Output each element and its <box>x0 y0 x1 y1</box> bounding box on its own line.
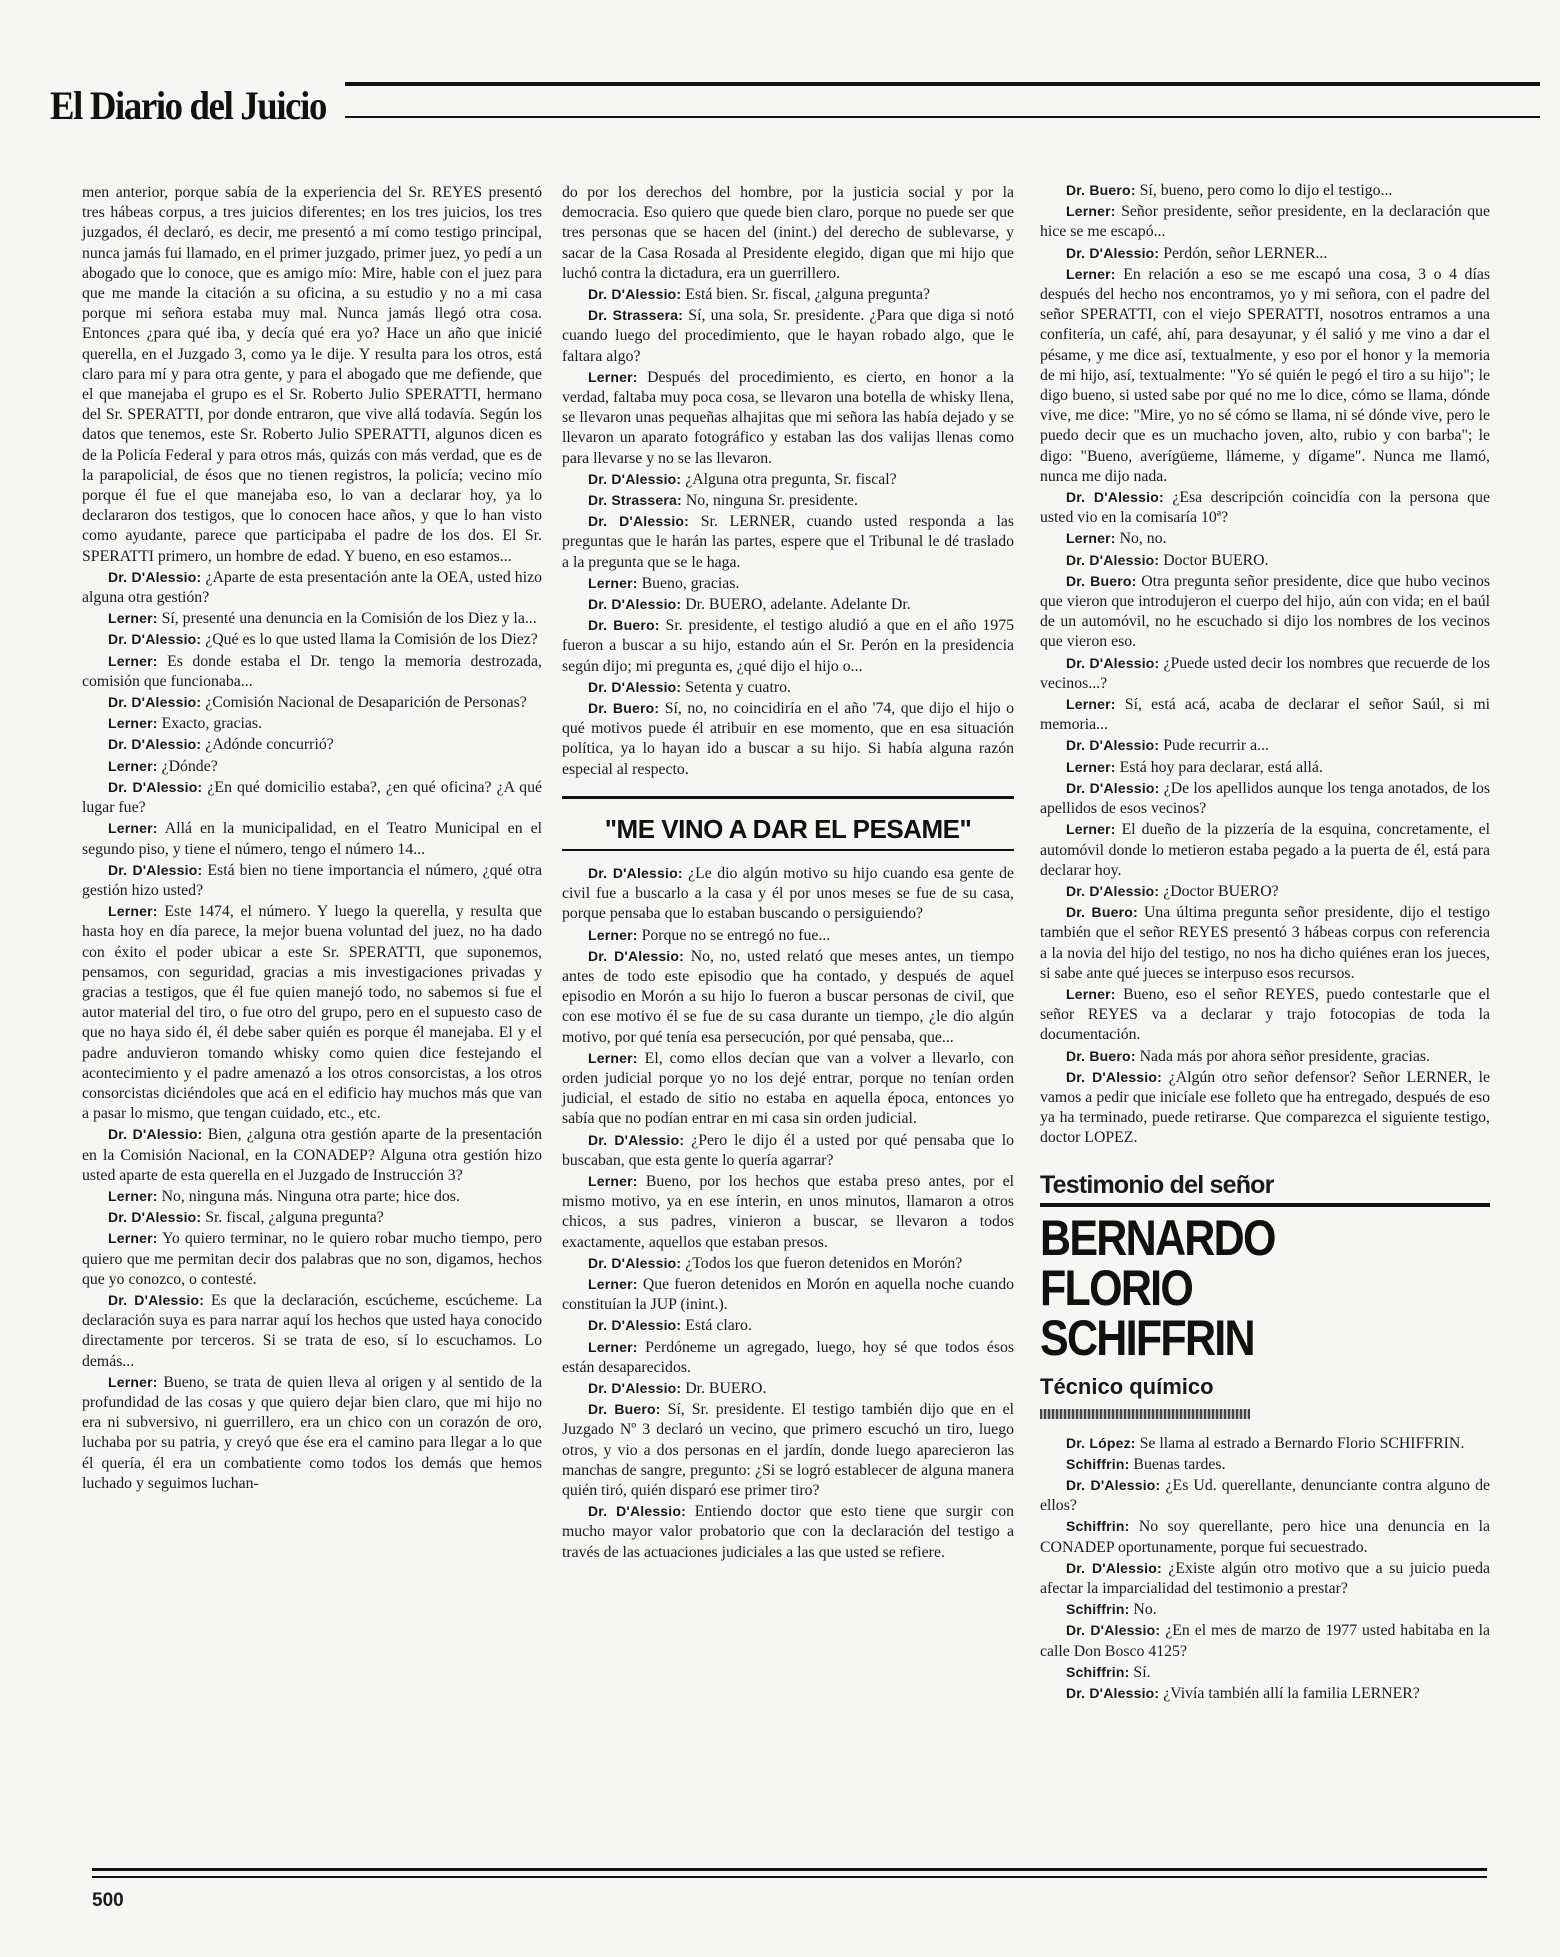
speaker-label: Dr. D'Alessio: <box>108 1291 205 1308</box>
transcript-paragraph <box>562 1253 1014 1274</box>
speech-text: Que fueron detenidos en Morón en aquella noche cuando constituían la JUP (inint.). <box>562 1275 1014 1314</box>
speaker-label: Lerner: <box>588 926 638 943</box>
speaker-label: Dr. Strassera: <box>588 492 682 509</box>
transcript-paragraph <box>1040 1662 1490 1683</box>
speaker-label: Dr. D'Alessio: <box>1066 244 1160 261</box>
speaker-label: Schiffrin: <box>1066 1601 1130 1618</box>
speaker-label: Dr. López: <box>1066 1434 1136 1451</box>
speech-text: Bueno, eso el señor REYES, puedo contestarle que el señor REYES va a declarar y trajo fotocopias de toda la documentación. <box>1040 985 1491 1044</box>
transcript-paragraph <box>1040 819 1490 881</box>
speech-text: Bueno, se trata de quien lleva al origen y al sentido de la profundidad de las cosas y que quiero dejar bien claro, que mi hijo no era ni subversivo, ni guerrillero, era un chico con un corazón de oro, luchaba por su patria, y creyó que ése era el camino para llegar a lo que él quería, él era un combatiente como todos los demás que hemos luchado y seguimos luchan- <box>82 1373 542 1492</box>
speech-text: Sr. LERNER, cuando usted responda a las preguntas que le harán las partes, espere que el Tribunal le dé traslado a la pregunta que se le haga. <box>562 513 1014 571</box>
transcript-paragraph <box>562 284 1014 305</box>
speech-text: ¿Dónde? <box>161 757 218 775</box>
speaker-label: Lerner: <box>588 574 638 591</box>
speaker-label: Dr. D'Alessio: <box>1066 489 1164 506</box>
speech-text: Allá en la municipalidad, en el Teatro Municipal en el segundo piso, y tiene el número, tengo el número 14... <box>82 820 542 858</box>
speaker-label: Dr. D'Alessio: <box>588 470 682 487</box>
speech-text: Dr. BUERO, adelante. Adelante Dr. <box>685 596 911 614</box>
speaker-label: Dr. D'Alessio: <box>588 286 682 303</box>
speaker-label: Lerner: <box>1066 530 1116 547</box>
speech-text: No, no, usted relató que meses antes, un tiempo antes de todo este episodio que ha contado, y después de aquel episodio en Morón a su hijo lo fueron a buscar personas de civil, que con ese motivo él se fue de su casa durante un tiempo, ¿le dio algún motivo, por qué tenía esa persecución, por qué pensaba, que... <box>562 947 1014 1046</box>
speaker-label: Dr. D'Alessio: <box>1066 1068 1162 1085</box>
speech-text: Está hoy para declarar, está allá. <box>1119 758 1323 776</box>
testimony-label: Testimonio del señor <box>1040 1170 1274 1199</box>
speaker-label: Dr. D'Alessio: <box>108 778 203 795</box>
column-3-bottom <box>1040 1433 1490 1705</box>
speech-text: Sí. <box>1133 1663 1151 1681</box>
speech-text: Buenas tardes. <box>1133 1455 1226 1473</box>
speech-text: Pude recurrir a... <box>1163 737 1269 755</box>
speech-text: Sí, no, no coincidiría en el año '74, que dijo el hijo o qué motivos puede él atribuir en ese momento, que en esa situación política, ya lo hayan ido a buscar a su hijo. Si había alguna razón especial al respecto. <box>562 700 1014 778</box>
transcript-paragraph <box>82 860 542 901</box>
speaker-label: Dr. Buero: <box>1066 182 1136 198</box>
transcript-paragraph <box>1040 1046 1490 1067</box>
speaker-label: Dr. D'Alessio: <box>1066 1476 1161 1493</box>
masthead-rule-bottom <box>345 116 1540 118</box>
speech-text: Está bien. Sr. fiscal, ¿alguna pregunta? <box>685 286 931 304</box>
speech-text: Está claro. <box>685 1317 752 1335</box>
transcript-paragraph <box>562 490 1014 511</box>
transcript-paragraph <box>1040 902 1490 984</box>
speaker-label: Dr. D'Alessio: <box>1066 882 1160 899</box>
speaker-label: Lerner: <box>108 820 158 837</box>
transcript-paragraph <box>562 1337 1014 1378</box>
transcript-paragraph <box>562 511 1014 573</box>
transcript-paragraph <box>1040 243 1490 264</box>
speech-text: Doctor BUERO. <box>1163 551 1269 569</box>
speaker-label: Lerner: <box>108 757 158 774</box>
speech-text: Nada más por ahora señor presidente, gracias. <box>1139 1047 1431 1065</box>
speech-text: Bueno, por los hechos que estaba preso antes, por el mismo motivo, ya en ese ínterin, en unos minutos, llamaron a otros chicos, a sus padres, vinieron a buscar, se llevaron a todos exactamente, aquellos que estaban presos. <box>562 1172 1014 1251</box>
transcript-paragraph <box>82 901 542 1124</box>
speech-text: Perdón, señor LERNER... <box>1163 244 1328 262</box>
transcript-paragraph <box>1040 1516 1490 1557</box>
transcript-paragraph <box>1040 1475 1490 1516</box>
speech-text: ¿Comisión Nacional de Desaparición de Personas? <box>205 694 527 712</box>
speaker-label: Lerner: <box>1066 758 1116 775</box>
masthead-rule-top <box>345 82 1540 86</box>
speech-text: ¿De los apellidos aunque los tenga anotados, de los apellidos de esos vecinos? <box>1040 779 1490 818</box>
speaker-label: Schiffrin: <box>1066 1663 1130 1680</box>
speaker-label: Dr. Strassera: <box>588 307 684 324</box>
speech-text: Señor presidente, señor presidente, en la declaración que hice se me escapó... <box>1040 203 1491 241</box>
speaker-label: Lerner: <box>108 1230 158 1247</box>
speaker-label: Dr. D'Alessio: <box>588 1379 682 1396</box>
speech-text: Sí, bueno, pero como lo dijo el testigo... <box>1139 182 1393 199</box>
speech-text: Exacto, gracias. <box>161 715 263 733</box>
speaker-label: Lerner: <box>1066 821 1116 838</box>
transcript-paragraph <box>82 1186 542 1207</box>
transcript-paragraph <box>1040 1558 1490 1599</box>
transcript-paragraph <box>82 183 542 567</box>
speaker-label: Dr. D'Alessio: <box>1066 779 1160 796</box>
speaker-label: Dr. D'Alessio: <box>588 1131 685 1148</box>
speech-text: En relación a eso se me escapó una cosa, 3 o 4 días después del hecho nos encontramos, yo y mi señora, con el padre del señor SPERATTI, con el viejo SPERATTI, nosotros entramos a una confitería, un café, ahí, para desayunar, y él salió y me vino a dar el pésame, y me dice así, textualmente, y eso por el honor y la memoria de mi hijo, así, textualmente: "Yo sé quién le pegó el tiro a su hijo"; le digo bueno, si usted sabe por qué no me lo dice, cómo se llama, dónde vive, me dice: "Mire, yo no sé cómo se llama, ni sé dónde vive, pero le puedo decir que es un muchacho joven, alto, rubio y con barba"; le digo: "Bueno, averígüeme, llámeme, y dígame". Nunca me llamó, nunca me dijo nada. <box>1040 265 1490 485</box>
speaker-label: Dr. Buero: <box>588 700 660 717</box>
speaker-label: Dr. D'Alessio: <box>1066 654 1160 671</box>
transcript-paragraph <box>82 608 542 629</box>
transcript-paragraph <box>562 615 1014 677</box>
transcript-paragraph <box>82 777 542 818</box>
transcript-paragraph <box>82 1124 542 1186</box>
speech-text: ¿Existe algún otro motivo que a su juicio pueda afectar la imparcialidad del testimonio a prestar? <box>1040 1559 1490 1597</box>
speaker-label: Dr. D'Alessio: <box>108 736 202 753</box>
speaker-label: Dr. Buero: <box>1066 572 1137 589</box>
testimony-name-line-2: SCHIFFRIN <box>1040 1309 1254 1366</box>
column-3 <box>1040 180 1490 1704</box>
transcript-paragraph <box>562 1048 1014 1130</box>
speech-text: Setenta y cuatro. <box>685 678 791 696</box>
speaker-label: Dr. D'Alessio: <box>108 694 202 711</box>
speaker-label: Lerner: <box>108 610 158 627</box>
speech-text: Es donde estaba el Dr. tengo la memoria destrozada, comisión que funcionaba... <box>82 652 542 690</box>
transcript-paragraph <box>1040 550 1490 571</box>
speaker-label: Lerner: <box>588 1275 638 1292</box>
transcript-paragraph <box>1040 653 1490 694</box>
column-2-top <box>562 183 1014 780</box>
column-3-top <box>1040 180 1490 1149</box>
transcript-paragraph <box>82 1290 542 1372</box>
speaker-label: Lerner: <box>588 368 638 385</box>
speaker-label: Dr. D'Alessio: <box>588 1317 682 1334</box>
transcript-paragraph <box>1040 1067 1490 1149</box>
speech-text: ¿Alguna otra pregunta, Sr. fiscal? <box>685 470 897 488</box>
transcript-paragraph <box>82 629 542 650</box>
transcript-paragraph <box>1040 264 1490 487</box>
speech-text: Otra pregunta señor presidente, dice que hubo vecinos que vieron que introdujeron el cuerpo del hijo, aún con vida; en el baúl de un automóvil, no he escuchado si dijo los nombres de los vecinos que vieron eso. <box>1040 572 1490 651</box>
transcript-paragraph <box>82 713 542 734</box>
speaker-label: Lerner: <box>1066 985 1116 1002</box>
transcript-paragraph <box>1040 778 1490 819</box>
column-1 <box>82 183 542 1494</box>
transcript-paragraph <box>82 1228 542 1290</box>
speaker-label: Dr. D'Alessio: <box>588 947 685 964</box>
speech-text: No, ninguna Sr. presidente. <box>685 492 858 510</box>
speech-text: ¿Todos los que fueron detenidos en Morón? <box>685 1254 963 1272</box>
speaker-label: Lerner: <box>108 715 158 732</box>
speech-text: ¿Doctor BUERO? <box>1163 882 1279 900</box>
speech-text: ¿Le dio algún motivo su hijo cuando esa gente de civil fue a buscarlo a la casa y él por unos meses se fue de su casa, porque pensaba que lo estaban buscando o persiguiendo? <box>562 864 1014 923</box>
speech-text: ¿Vivía también allí la familia LERNER? <box>1163 1684 1420 1702</box>
speech-text: ¿Algún otro señor defensor? Señor LERNER, le vamos a pedir que inicíale ese folleto que ha entregado, después de eso ya ha terminado, puede retirarse. Que comparezca el siguiente testigo, doctor LOPEZ. <box>1040 1068 1490 1147</box>
speech-text: ¿Aparte de esta presentación ante la OEA, usted hizo alguna otra gestión? <box>82 568 542 607</box>
speaker-label: Dr. D'Alessio: <box>1066 737 1160 754</box>
transcript-paragraph <box>562 1274 1014 1315</box>
page-number: 500 <box>92 1890 124 1911</box>
masthead-title: El Diario del Juicio <box>50 83 326 128</box>
speech-text: No, no. <box>1119 530 1167 548</box>
speech-text: Yo quiero terminar, no le quiero robar mucho tiempo, pero quiero que me permitan decir dos palabras que no son, digamos, hechos que yo conozco, o contesté. <box>82 1230 542 1288</box>
speech-text: ¿Es Ud. querellante, denunciante contra alguno de ellos? <box>1040 1476 1490 1515</box>
transcript-paragraph <box>562 1130 1014 1171</box>
transcript-paragraph <box>562 1399 1014 1501</box>
speech-text: ¿Esa descripción coincidía con la persona que usted vio en la comisaría 10ª? <box>1040 489 1490 527</box>
speaker-label: Dr. D'Alessio: <box>588 596 682 613</box>
speaker-label: Lerner: <box>588 1172 638 1189</box>
speaker-label: Lerner: <box>1066 696 1116 713</box>
section-heading: "ME VINO A DAR EL PESAME" <box>562 809 1014 851</box>
transcript-paragraph <box>1040 735 1490 756</box>
transcript-paragraph <box>82 1372 542 1494</box>
transcript-paragraph <box>562 183 1014 284</box>
speaker-label: Lerner: <box>108 652 158 669</box>
speaker-label: Lerner: <box>1066 265 1116 282</box>
speech-text: Bien, ¿alguna otra gestión aparte de la presentación en la Comisión Nacional, en la CONADEP? Alguna otra gestión hizo usted aparte de esta querella en el Juzgado de Instrucción 3? <box>82 1126 542 1184</box>
column-2 <box>562 183 1014 1563</box>
speech-text: Porque no se entregó no fue... <box>641 926 831 944</box>
transcript-paragraph <box>1040 694 1490 735</box>
speech-text: Una última pregunta señor presidente, dijo el testigo también que el señor REYES presentó 3 hábeas corpus con referencia a la novia del hijo del testigo, no nos ha dicho quiénes eran los jueces, si sabe ante qué jueces se interpuso esos recursos. <box>1040 904 1490 982</box>
transcript-paragraph <box>562 1315 1014 1336</box>
speaker-label: Dr. D'Alessio: <box>588 513 690 530</box>
speaker-label: Dr. Buero: <box>588 1401 661 1418</box>
section-heading-box <box>562 796 1014 851</box>
halftone-bar <box>1040 1409 1250 1419</box>
speaker-label: Lerner: <box>108 1187 158 1204</box>
speaker-label: Dr. D'Alessio: <box>588 1503 686 1520</box>
speech-text: Este 1474, el número. Y luego la querella, y resulta que hasta hoy en día parece, la mejor buena voluntad del juez, no ha dado con éxito el poder ubicar a este Sr. SPERATTI, que suponemos, pensamos, con seguridad, gracias a mis investigaciones privadas y gracias a testigos, que él fue quien manejó todo, no sabemos si fue el autor material del tiro, o fue otro del grupo, pero en el supuesto caso de que no haya sido él, él debe saber quién es porque él manejaba. El y el padre anduvieron tomando whisky como quien dice festejando el acontecimiento y el padre amenazó a los otros consorcistas, a los otros consorcistas diciéndoles que acá en el edificio hay muchos más que van a pasar lo mismo, que tengan cuidado, etc., etc. <box>82 903 543 1123</box>
transcript-paragraph <box>82 567 542 608</box>
speaker-label: Dr. Buero: <box>1066 1047 1136 1064</box>
footer-rule-thick <box>92 1868 1487 1871</box>
speech-text: Bueno, gracias. <box>641 574 740 592</box>
footer-rule-thin <box>92 1876 1487 1878</box>
transcript-paragraph <box>82 692 542 713</box>
speech-text: Sr. fiscal, ¿alguna pregunta? <box>205 1209 384 1227</box>
speech-text: ¿En el mes de marzo de 1977 usted habitaba en la calle Don Bosco 4125? <box>1040 1622 1490 1660</box>
speaker-label: Dr. D'Alessio: <box>1066 1622 1161 1639</box>
speaker-label: Dr. D'Alessio: <box>108 1209 202 1226</box>
transcript-paragraph <box>82 1207 542 1228</box>
speech-text: Perdóneme un agregado, luego, hoy sé que todos ésos están desaparecidos. <box>562 1338 1015 1376</box>
speech-text: Sí, está acá, acaba de declarar el señor Saúl, si mi memoria... <box>1040 696 1491 734</box>
transcript-paragraph <box>1040 1620 1490 1661</box>
speaker-label: Dr. D'Alessio: <box>1066 1559 1162 1576</box>
transcript-paragraph <box>562 367 1014 469</box>
transcript-paragraph <box>82 651 542 692</box>
speaker-label: Schiffrin: <box>1066 1455 1130 1472</box>
speech-text: ¿Pero le dijo él a usted por qué pensaba que lo buscaban, que esta gente lo quería agarrar? <box>562 1131 1014 1169</box>
speech-text: Sí, Sr. presidente. El testigo también dijo que en el Juzgado Nº 3 declaró un vecino, que primero escuchó un tiro, luego otros, y vio a dos personas en el jardín, donde luego aparecieron las manchas de sangre, pregunto: ¿Si se logró establecer de alguna manera quién tiró, quién disparó ese primer tiro? <box>562 1401 1014 1499</box>
speech-text: No soy querellante, pero hice una denuncia en la CONADEP oportunamente, porque fui secuestrado. <box>1040 1518 1490 1556</box>
speaker-label: Lerner: <box>588 1049 638 1066</box>
speaker-label: Lerner: <box>1066 203 1116 220</box>
transcript-paragraph <box>1040 571 1490 653</box>
speech-text: Se llama al estrado a Bernardo Florio SCHIFFRIN. <box>1139 1434 1465 1452</box>
transcript-paragraph <box>562 863 1014 925</box>
speech-text: Sí, presenté una denuncia en la Comisión de los Diez y la... <box>161 610 537 628</box>
speech-text: Después del procedimiento, es cierto, en honor a la verdad, faltaba muy poca cosa, se llevaron una botella de whisky llena, se llevaron unas pequeñas alhajitas que mi señora las había dejado y se llevaron un aparato fotográfico y estaban las dos valijas llenas como para llevarse y no se las llevaron. <box>562 368 1014 467</box>
speaker-label: Dr. Buero: <box>588 617 660 634</box>
speaker-label: Lerner: <box>108 1373 158 1390</box>
speaker-label: Dr. D'Alessio: <box>588 864 683 881</box>
transcript-paragraph <box>1040 881 1490 902</box>
speaker-label: Lerner: <box>588 1338 638 1355</box>
speaker-label: Lerner: <box>108 903 158 920</box>
transcript-paragraph <box>82 818 542 859</box>
transcript-paragraph <box>562 573 1014 594</box>
transcript-paragraph <box>562 925 1014 946</box>
speech-text: Es que la declaración, escúcheme, escúcheme. La declaración suya es para narrar aquí los hechos que usted haya conocido directamente por terceros. Si se trata de eso, sí lo escuchamos. Lo demás... <box>82 1291 542 1370</box>
speaker-label: Dr. D'Alessio: <box>1066 1684 1160 1701</box>
speaker-label: Schiffrin: <box>1066 1518 1130 1535</box>
speaker-label: Dr. D'Alessio: <box>108 631 202 648</box>
speech-text: men anterior, porque sabía de la experiencia del Sr. REYES presentó tres hábeas corpus, a tres juicios diferentes; en los tres juicios, los tres juzgados, él declaró, es decir, me presentó a mí como testigo principal, nunca jamás fui llamado, en el primer juzgado, primer juez, yo pedí a un abogado que lo conoce, que es amigo mío: Mire, hable con el juez para que me mande la citación a su oficina, a su estudio y no a mi casa porque mi señora estaba muy mal. Nunca jamás llegó otra cosa. Entonces ¿para qué iba, y decía qué era yo? Hace un año que inicié querella, en el Juzgado 3, como ya le dije. Y resulta para los otros, está claro para mí y para otra gente, y para el abogado que me defiende, que el que manejaba el grupo es el Sr. Roberto Julio SPERATTI, hermano del Sr. SPERATTI, por donde entraron, que vive allá todavía. Según los datos que tenemos, este Sr. Roberto Julio SPERATTI, algunos dicen es de la Policía Federal y para otros más, quizás con más verdad, que es de la parapolicial, de ésos que no tienen registros, la policía; vecino mío porque él fue el que manejaba eso, lo van a declarar hoy, ya lo declararon dos testigos, que lo conocen hace años, y que lo han visto como ayudante, parece que participaba el padre de los dos. El Sr. SPERATTI primero, un hombre de edad. Y bueno, en eso estamos... <box>82 184 542 565</box>
testimony-role: Técnico químico <box>1040 1373 1214 1399</box>
transcript-paragraph <box>562 698 1014 780</box>
speech-text: No. <box>1133 1601 1157 1619</box>
transcript-paragraph <box>1040 984 1490 1046</box>
testimony-name-line-1: BERNARDO FLORIO <box>1040 1209 1275 1316</box>
transcript-paragraph <box>1040 1599 1490 1620</box>
transcript-paragraph <box>1040 487 1490 528</box>
speech-text: No, ninguna más. Ninguna otra parte; hice dos. <box>161 1187 460 1205</box>
transcript-paragraph <box>562 1171 1014 1253</box>
transcript-paragraph <box>1040 757 1490 778</box>
speech-text: Sr. presidente, el testigo aludió a que en el año 1975 fueron a buscar a su hijo, estando aún el Sr. Perón en la presidencia según dijo; mi pregunta es, ¿qué dijo el hijo o... <box>562 617 1014 675</box>
transcript-paragraph <box>82 734 542 755</box>
speech-text: Sí, una sola, Sr. presidente. ¿Para que diga si notó cuando luego del procedimiento, que le hayan robado algo, que le faltara algo? <box>562 307 1014 365</box>
speech-text: Dr. BUERO. <box>685 1379 767 1397</box>
speech-text: Entiendo doctor que esto tiene que surgir con mucho mayor valor probatorio que con la declaración del testigo a través de las actuaciones judiciales a las que usted se refiere. <box>562 1503 1014 1561</box>
transcript-paragraph <box>1040 528 1490 549</box>
transcript-paragraph <box>562 946 1014 1048</box>
transcript-paragraph <box>562 594 1014 615</box>
transcript-paragraph <box>1040 201 1490 242</box>
speech-text: Está bien no tiene importancia el número, ¿qué otra gestión hizo usted? <box>82 861 542 899</box>
speech-text: El, como ellos decían que van a volver a llevarlo, con orden judicial porque yo no los dejé entrar, porque no tenían orden judicial, el estado de sitio no estaba en aquella época, entonces yo sabía que no podían entrar en mi casa sin orden judicial. <box>562 1049 1014 1128</box>
speech-text: ¿Puede usted decir los nombres que recuerde de los vecinos...? <box>1040 654 1490 692</box>
transcript-paragraph <box>562 1378 1014 1399</box>
speech-text: ¿En qué domicilio estaba?, ¿en qué oficina? ¿A qué lugar fue? <box>82 778 542 817</box>
speaker-label: Dr. D'Alessio: <box>108 861 203 878</box>
testimony-rule <box>1040 1203 1490 1207</box>
speech-text: do por los derechos del hombre, por la justicia social y por la democracia. Eso quiero que quede bien claro, porque no puede ser que tres personas que se hacen del (inint.) del derecho de sublevarse, y sacar de la Casa Rosada al Presidente elegido, digan que mi hijo que luchó contra la dictadura, era un guerrillero. <box>562 184 1014 282</box>
speaker-label: Dr. D'Alessio: <box>1066 551 1160 568</box>
transcript-paragraph <box>82 756 542 777</box>
column-2-bottom <box>562 863 1014 1563</box>
transcript-paragraph <box>1040 1433 1490 1454</box>
transcript-paragraph <box>562 305 1014 367</box>
transcript-paragraph <box>562 1501 1014 1563</box>
speaker-label: Dr. D'Alessio: <box>588 1254 682 1271</box>
speaker-label: Dr. Buero: <box>1066 904 1138 921</box>
transcript-paragraph <box>1040 180 1490 201</box>
speaker-label: Dr. D'Alessio: <box>108 568 202 585</box>
transcript-paragraph <box>562 677 1014 698</box>
speaker-label: Dr. D'Alessio: <box>108 1126 203 1143</box>
speech-text: El dueño de la pizzería de la esquina, concretamente, el automóvil donde lo metieron estaba pegado a la puerta de él, está para declarar hoy. <box>1040 821 1490 879</box>
transcript-paragraph <box>1040 1454 1490 1475</box>
transcript-paragraph <box>562 469 1014 490</box>
transcript-paragraph <box>1040 1683 1490 1704</box>
speech-text: ¿Qué es lo que usted llama la Comisión de los Diez? <box>205 631 538 649</box>
speaker-label: Dr. D'Alessio: <box>588 678 682 695</box>
speech-text: ¿Adónde concurrió? <box>205 736 334 754</box>
